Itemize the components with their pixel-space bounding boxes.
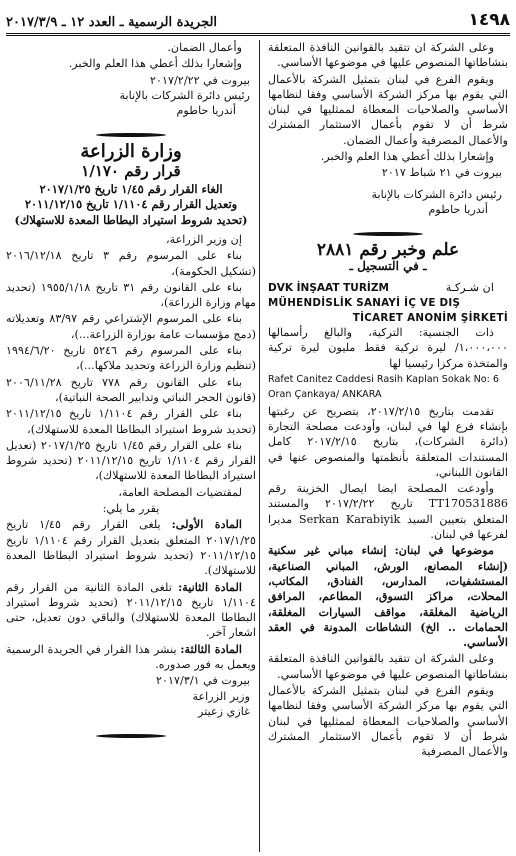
signatory-name: غازي زعيتر xyxy=(198,704,250,718)
basis-item: بناء على القانون رقم ٣١ تاريخ ١٩٥٥/١/١٨ (تحديد مهام وزارة الزراعة)، xyxy=(6,280,256,310)
column-divider xyxy=(259,40,260,852)
page-number: ١٤٩٨ xyxy=(468,10,510,30)
decision-number: قرار رقم ١/١٧٠ xyxy=(81,161,181,180)
article-2 xyxy=(6,580,256,641)
page-header xyxy=(6,4,510,36)
company-intro-label: ان شـركـة xyxy=(445,280,494,294)
section-divider xyxy=(268,225,508,233)
company-intro xyxy=(268,280,508,296)
minister-intro: إن وزير الزراعة، xyxy=(165,232,242,246)
paragraph: وأودعت المصلحة ايضا ايصال الخزينة رقم TT170531886 تاريخ ٢٠١٧/٢/٢٢ والمستند المتعلق بتعيين السيد Serkan Karabiyik مديرا لفرعها في لبنان. xyxy=(268,482,508,542)
date-line: بيروت في ٢١ شباط ٢٠١٧ xyxy=(381,166,502,180)
decision-amend-line: وتعديل القرار رقم ١/١١٠٤ تاريخ ٢٠١١/١٢/١٥ xyxy=(24,197,238,212)
basis-item: لمقتضيات المصلحة العامة، xyxy=(118,485,242,499)
paragraph: وإشعارا بذلك أعطي هذا العلم والخبر. xyxy=(68,57,242,71)
signatory-title: رئيس دائرة الشركات بالإنابة xyxy=(371,187,502,201)
signatory-name: أندريا حاطوم xyxy=(176,104,236,118)
date-line: بيروت في ٢٠١٧/٢/٢٢ xyxy=(150,73,250,87)
basis-item: بناء على القانون رقم ٧٧٨ تاريخ ٢٠٠٦/١١/٢٨ (قانون الحجر النباتي وتدابير الصحة النباتية)، xyxy=(6,375,256,404)
signatory-name: أندريا حاطوم xyxy=(428,202,488,216)
basis-item: بناء على المرسوم رقم ٥٢٤٦ تاريخ ١٩٩٤/٦/٢٠ (تنظيم وزارة الزراعة وتحديد ملاكها...)، xyxy=(6,344,256,373)
paragraph: وعلى الشركة ان تتقيد بالقوانين النافذة المتعلقة بنشاطاتها المنصوص عليها في موضوعها الأساسي. xyxy=(268,652,508,681)
article-3 xyxy=(6,642,256,673)
article-1 xyxy=(6,517,256,578)
company-name-line-3: TİCARET ANONİM ŞİRKETİ xyxy=(352,311,508,324)
decides-line: يقرر ما يلي: xyxy=(102,502,160,516)
article-3-heading: المادة الثالثة: xyxy=(180,641,242,656)
article-1-heading: المادة الأولى: xyxy=(171,517,242,532)
company-address: Rafet Canitez Caddesi Rasih Kaplan Sokak No: 6 Oran Çankaya/ ANKARA xyxy=(268,374,500,401)
company-name-line-1: DVK İNŞAAT TURİZM xyxy=(268,281,389,294)
signatory-title: رئيس دائرة الشركات بالإنابة xyxy=(119,88,250,102)
paragraph: وأعمال الضمان. xyxy=(167,41,242,54)
paragraph: ذات الجنسية: التركية، والبالغ رأسمالها ١،٠٠٠،٠٠٠/ ليرة تركية فقط مليون ليرة تركية والمتخذة مركزا رئيسيا لها xyxy=(268,326,508,370)
company-name-line-2: MÜHENDİSLİK SANAYİ İÇ VE DIŞ xyxy=(268,297,461,310)
section-divider xyxy=(6,727,256,735)
basis-item: بناء على القرار رقم ١/٤٥ تاريخ ٢٠١٧/١/٢٥ (تعديل القرار رقم ١/١١٠٤ تاريخ ٢٠١١/١٢/١٥ (تحديد شروط استيراد البطاطا المعدة للاستهلاك)، xyxy=(6,438,256,483)
left-column xyxy=(6,40,256,852)
paragraph: ويقوم الفرع في لبنان بتمثيل الشركة بالأعمال التي يقوم بها مركز الشركة الأساسي وفقا لنظامها الأساسي والصلاحيات المعطاة لممثليها في لبنان شرط أن لا تقوم بأعمال الاستثمار المشترك والأعمال المصرفية وأعمال الضمان. xyxy=(268,72,508,147)
basis-item: بناء على المرسوم الإشتراعي رقم ٨٣/٩٧ وتعديلاته (دمج مؤسسات عامة بوزارة الزراعة...)، xyxy=(6,312,256,341)
paragraph: وعلى الشركة ان تتقيد بالقوانين النافذة المتعلقة بنشاطاتها المنصوص عليها في موضوعها الأساسي. xyxy=(268,41,508,70)
ministry-heading: وزارة الزراعة xyxy=(80,141,182,163)
date-line: بيروت في ٢٠١٧/٣/١ xyxy=(156,674,250,688)
decision-cancel-line: الغاء القرار رقم ١/٤٥ تاريخ ٢٠١٧/١/٢٥ xyxy=(39,182,223,197)
gazette-title: الجريدة الرسمية ـ العدد ١٢ ـ ٢٠١٧/٣/٩ xyxy=(6,15,218,30)
paragraph: ويقوم الفرع في لبنان بتمثيل الشركة بالأعمال التي يقوم بها مركز الشركة الأساسي وفقا لنظامها الأساسي والصلاحيات المعطاة لممثليها في لبنان شرط أن لا تقوم بأعمال الاستثمار المشترك والأعمال المصرفية xyxy=(268,683,508,759)
notice-subtitle: ـ في التسجيل ـ xyxy=(349,258,427,273)
article-1-text: يلغى القرار رقم ١/٤٥ تاريخ ٢٠١٧/١/٢٥ المتعلق بتعديل القرار رقم ١/١١٠٤ تاريخ ٢٠١١/١٢/١٥ (تحديد شروط استيراد البطاطا المعدة للاستهلاك). xyxy=(6,518,256,578)
right-column xyxy=(268,40,508,852)
paragraph: وإشعارا بذلك أعطي هذا العلم والخبر. xyxy=(320,150,494,164)
paragraph: تقدمت بتاريخ ٢٠١٧/٢/١٥، بتصريح عن رغبتها بإنشاء فرع لها في لبنان، وأودعت مصلحة التجارة (دائرة الشركات)، بتاريخ ٢٠١٧/٢/١٥ كامل المستندات المتعلقة بأنظمتها والمنصوص عنها في القانون اللبناني، xyxy=(268,404,508,479)
signatory-title: وزير الزراعة xyxy=(192,689,250,703)
article-2-text: تلغى المادة الثانية من القرار رقم ١/١١٠٤ تاريخ ٢٠١١/١٢/١٥ (تحديد شروط استيراد البطاطا المعدة للاستهلاك) والباقي دون تعديل، حتى اشعار آخر. xyxy=(6,580,256,640)
article-2-heading: المادة الثانية: xyxy=(178,579,242,594)
section-divider xyxy=(6,126,256,134)
basis-item: بناء على القرار رقم ١/١١٠٤ تاريخ ٢٠١١/١٢/١٥ (تحديد شروط استيراد البطاطا المعدة للاستهلاك)، xyxy=(6,407,256,436)
decision-subject: (تحديد شروط استيراد البطاطا المعدة للاستهلاك) xyxy=(14,212,248,227)
notice-title: علم وخبر رقم ٢٨٨١ xyxy=(316,240,460,261)
company-object: موضوعها في لبنان: إنشاء مباني غير سكنية (إنشاء المصانع، الورش، المباني الصناعية، المستشفيات، المدارس، الفنادق، المكاتب، المحلات، مراكز التسوق، المطاعم، المرافق الرياضية المغلقة، مواقف السيارات المغلقة، الحمامات .. الخ) النشاطات المدونة في العقد الأساسي. xyxy=(268,543,508,650)
article-3-text: ينشر هذا القرار في الجريدة الرسمية ويعمل به فور صدوره. xyxy=(6,642,256,671)
basis-item: بناء على المرسوم رقم ٣ تاريخ ٢٠١٦/١٢/١٨ (تشكيل الحكومة)، xyxy=(6,249,256,278)
